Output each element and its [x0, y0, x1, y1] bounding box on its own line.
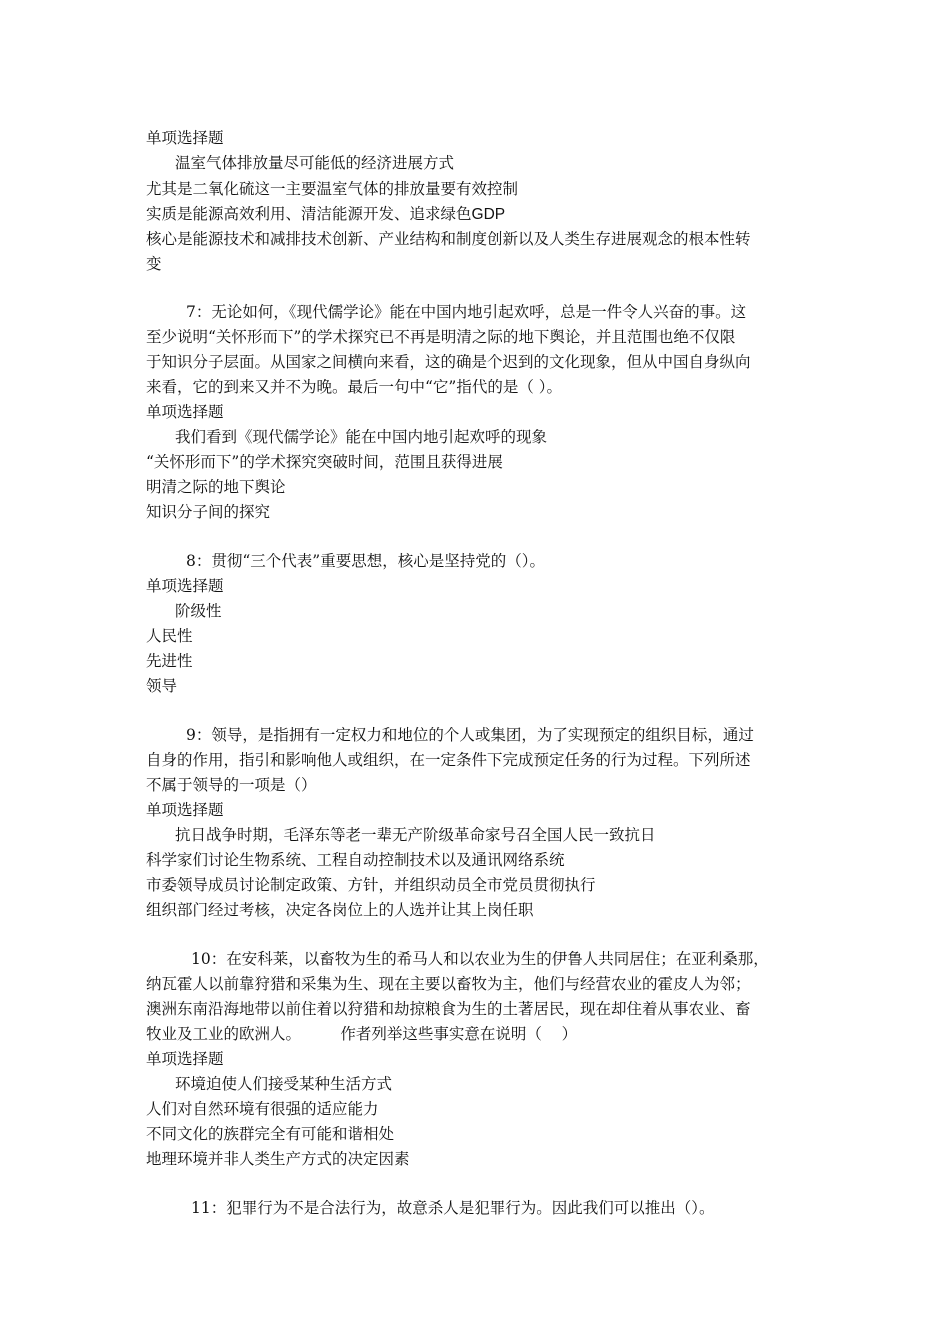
- question-text-line: 于知识分子层面。从国家之间横向来看，这的确是个迟到的文化现象，但从中国自身纵向: [146, 353, 751, 371]
- question-type-label: 单项选择题: [146, 1050, 224, 1068]
- option-c: 不同文化的族群完全有可能和谐相处: [146, 1125, 395, 1143]
- option-c-gdp: GDP: [471, 206, 506, 223]
- option-a: 我们看到《现代儒学论》能在中国内地引起欢呼的现象: [175, 428, 548, 446]
- option-c: [146, 201, 505, 227]
- option-a: 环境迫使人们接受某种生活方式: [175, 1075, 393, 1093]
- option-b: 尤其是二氧化硫这一主要温室气体的排放量要有效控制: [146, 180, 519, 198]
- question-text-line: 自身的作用，指引和影响他人或组织，在一定条件下完成预定任务的行为过程。下列所述: [146, 751, 751, 769]
- question-text-line: 澳洲东南沿海地带以前住着以狩猎和劫掠粮食为生的土著居民，现在却住着从事农业、畜: [146, 1000, 751, 1018]
- option-a: 抗日战争时期，毛泽东等老一辈无产阶级革命家号召全国人民一致抗日: [175, 826, 656, 844]
- option-b: “关怀形而下”的学术探究突破时间，范围且获得进展: [146, 453, 503, 471]
- question-text-line: 来看，它的到来又并不为晚。最后一句中“它”指代的是（ ）。: [146, 378, 563, 396]
- option-c: 明清之际的地下舆论: [146, 478, 286, 496]
- question-text-line: 10：在安科莱，以畜牧为生的希马人和以农业为生的伊鲁人共同居住；在亚利桑那，: [191, 950, 769, 968]
- option-a: 温室气体排放量尽可能低的经济进展方式: [175, 154, 455, 172]
- question-type-label: 单项选择题: [146, 403, 224, 421]
- question-text-line: 8：贯彻“三个代表”重要思想，核心是坚持党的（）。: [186, 552, 545, 570]
- question-text-line: 牧业及工业的欧洲人。 作者列举这些事实意在说明（ ）: [146, 1025, 578, 1043]
- question-type-label: 单项选择题: [146, 129, 224, 147]
- question-text-line: 至少说明“关怀形而下”的学术探究已不再是明清之际的地下舆论，并且范围也绝不仅限: [146, 328, 736, 346]
- question-text-line: 9：领导，是指拥有一定权力和地位的个人或集团，为了实现预定的组织目标，通过: [186, 726, 754, 744]
- option-c: 市委领导成员讨论制定政策、方针，并组织动员全市党员贯彻执行: [146, 876, 596, 894]
- option-b: 人民性: [146, 627, 193, 645]
- question-type-label: 单项选择题: [146, 577, 224, 595]
- option-b: 人们对自然环境有很强的适应能力: [146, 1100, 379, 1118]
- option-b: 科学家们讨论生物系统、工程自动控制技术以及通讯网络系统: [146, 851, 565, 869]
- option-d: 领导: [146, 677, 178, 695]
- question-text-line: 不属于领导的一项是（）: [146, 776, 317, 794]
- option-d: 知识分子间的探究: [146, 503, 271, 521]
- option-d: 组织部门经过考核，决定各岗位上的人选并让其上岗任职: [146, 901, 534, 919]
- option-d: 核心是能源技术和减排技术创新、产业结构和制度创新以及人类生存进展观念的根本性转: [146, 230, 751, 248]
- question-type-label: 单项选择题: [146, 801, 224, 819]
- option-a: 阶级性: [175, 602, 222, 620]
- question-text-line: 7：无论如何，《现代儒学论》能在中国内地引起欢呼，总是一件令人兴奋的事。这: [186, 303, 747, 321]
- option-c-text: 实质是能源高效利用、清洁能源开发、追求绿色: [146, 205, 472, 223]
- question-text-line: 11：犯罪行为不是合法行为，故意杀人是犯罪行为。因此我们可以推出（）。: [191, 1199, 715, 1217]
- option-d-continued: 变: [146, 255, 162, 273]
- option-c: 先进性: [146, 652, 193, 670]
- question-text-line: 纳瓦霍人以前靠狩猎和采集为生、现在主要以畜牧为主，他们与经营农业的霍皮人为邻；: [146, 975, 751, 993]
- option-d: 地理环境并非人类生产方式的决定因素: [146, 1150, 410, 1168]
